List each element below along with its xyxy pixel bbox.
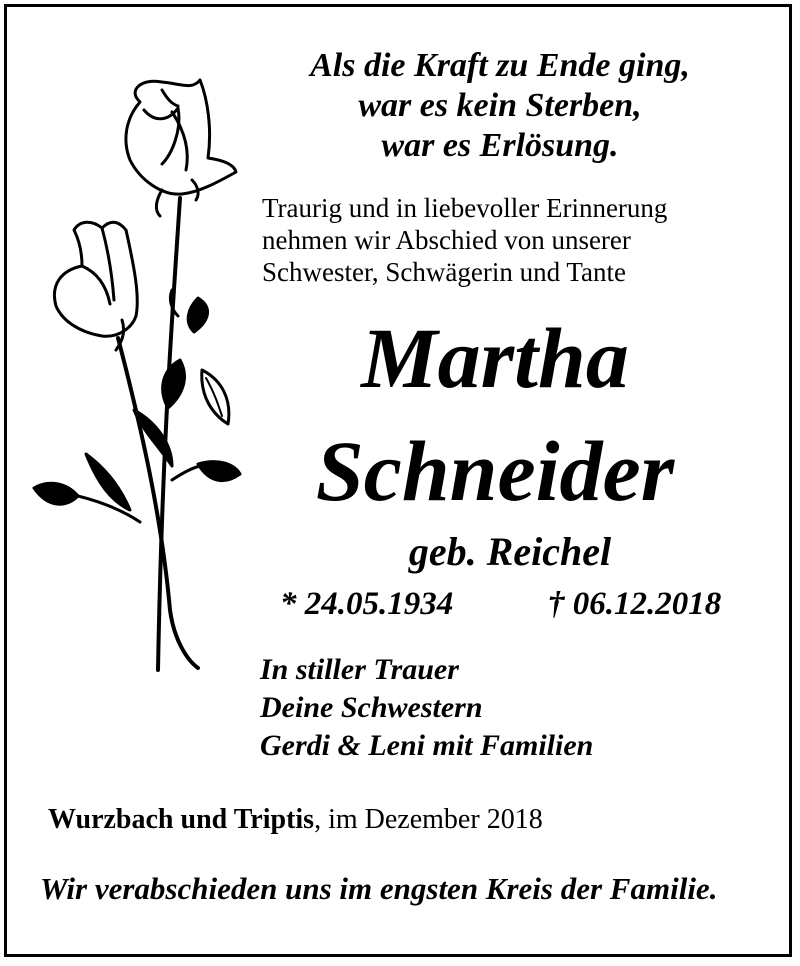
intro-line: Traurig und in liebevoller Erinnerung	[262, 193, 668, 223]
place-date-line	[48, 804, 543, 836]
last-name: Schneider	[315, 423, 675, 519]
mourners-line: Deine Schwestern	[260, 691, 483, 724]
motto-line: war es Erlösung.	[381, 127, 619, 164]
death-date: † 06.12.2018	[548, 586, 722, 622]
mourners-line: In stiller Trauer	[260, 653, 459, 686]
intro-line: nehmen wir Abschied von unserer	[262, 225, 631, 255]
first-name: Martha	[361, 310, 629, 406]
intro-text	[262, 192, 667, 288]
mourners-text	[260, 651, 593, 765]
place-date: , im Dezember 2018	[314, 804, 543, 835]
closing-note: Wir verabschieden uns im engsten Kreis der Familie.	[40, 871, 718, 906]
maiden-name: geb. Reichel	[408, 529, 612, 574]
motto-text	[250, 46, 750, 166]
place-towns: Wurzbach und Triptis	[48, 804, 315, 835]
rose-icon	[22, 70, 252, 680]
intro-line: Schwester, Schwägerin und Tante	[262, 257, 626, 287]
birth-date: * 24.05.1934	[280, 586, 454, 622]
mourners-line: Gerdi & Leni mit Familien	[260, 729, 594, 762]
motto-line: war es kein Sterben,	[358, 87, 642, 124]
motto-line: Als die Kraft zu Ende ging,	[310, 47, 690, 84]
